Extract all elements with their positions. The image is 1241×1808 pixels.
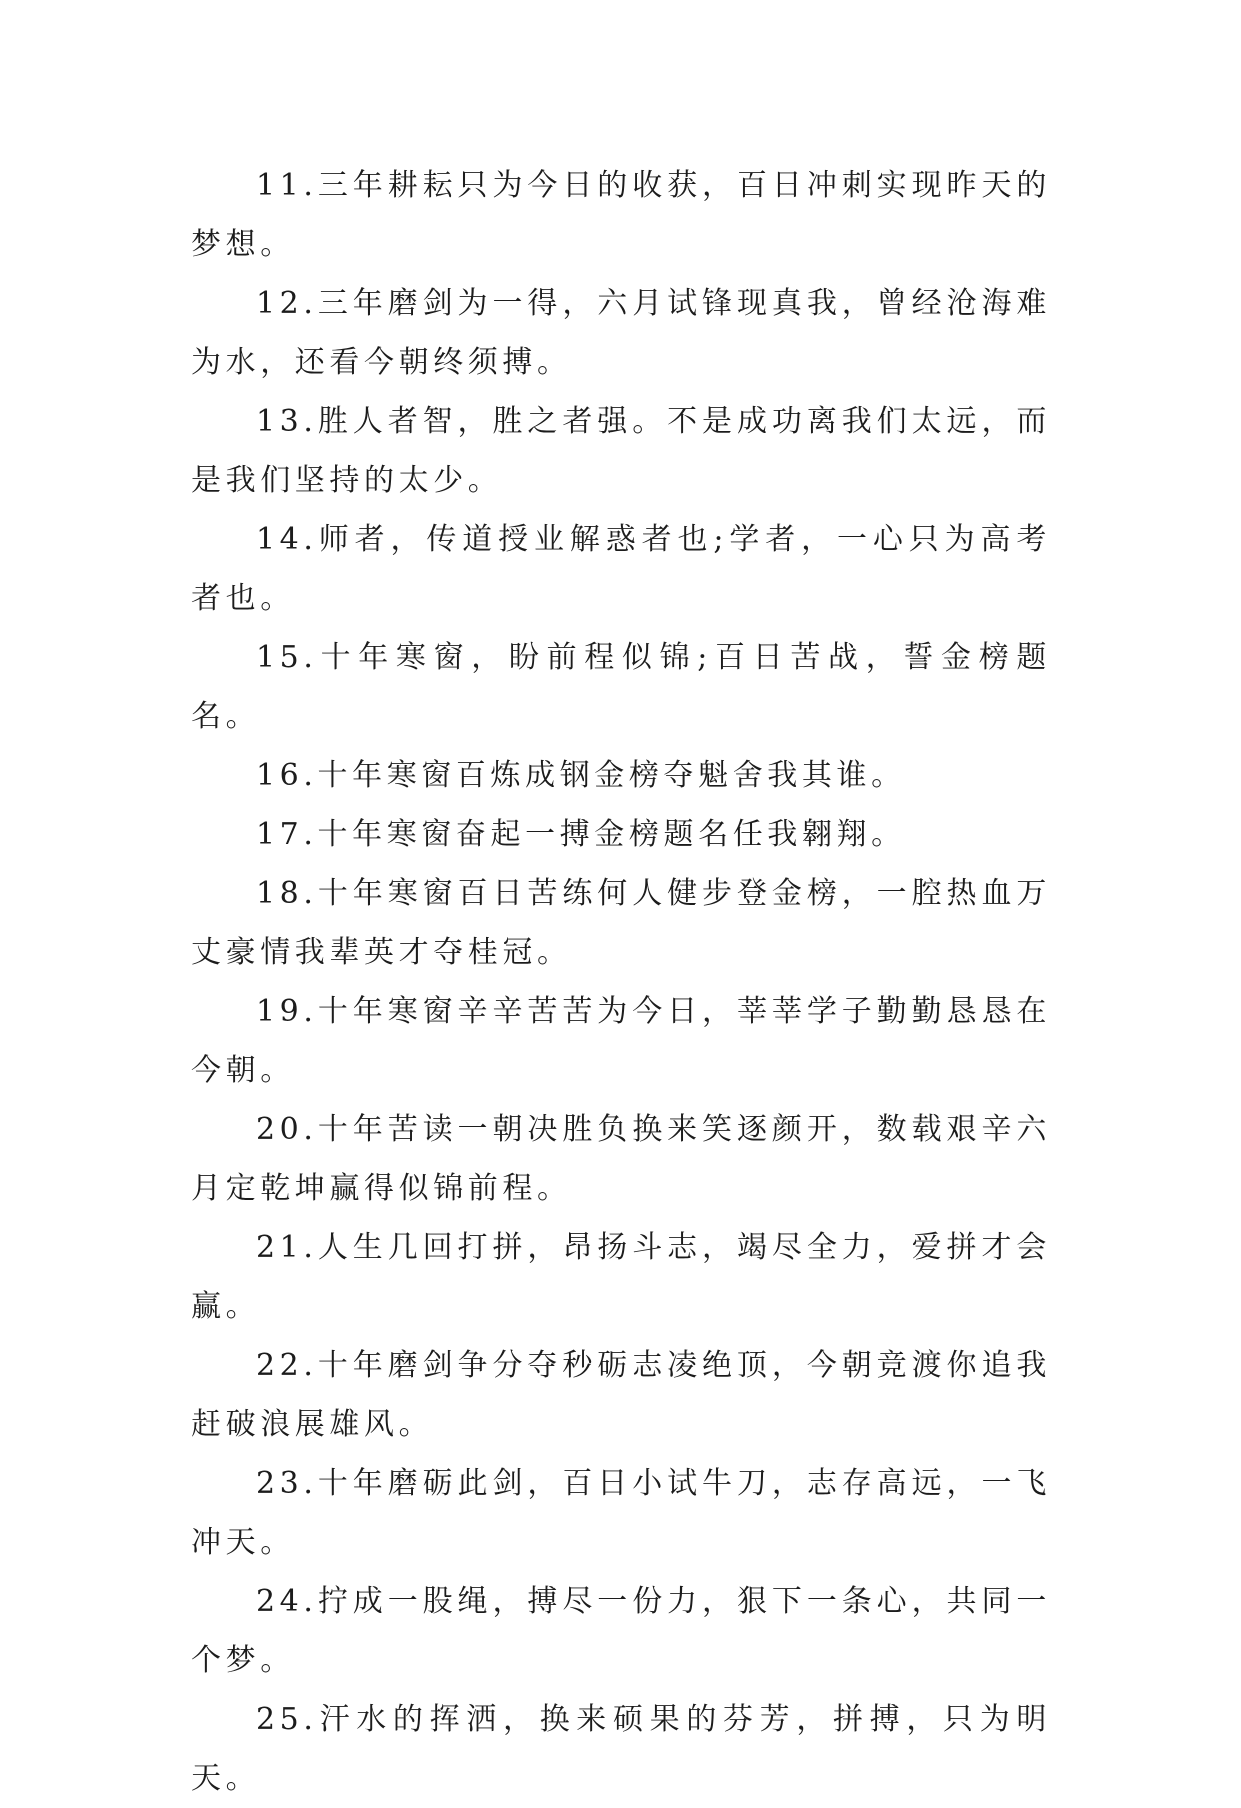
paragraph-22: 22.十年磨剑争分夺秒砺志凌绝顶，今朝竞渡你追我赶破浪展雄风。 (191, 1348, 1051, 1442)
paragraph-18: 18.十年寒窗百日苦练何人健步登金榜，一腔热血万丈豪情我辈英才夺桂冠。 (191, 876, 1051, 970)
paragraph-17: 17.十年寒窗奋起一搏金榜题名任我翱翔。 (256, 817, 906, 852)
document-body (191, 156, 1051, 1808)
paragraph-12: 12.三年磨剑为一得，六月试锋现真我，曾经沧海难为水，还看今朝终须搏。 (191, 286, 1051, 380)
paragraph-13: 13.胜人者智，胜之者强。不是成功离我们太远，而是我们坚持的太少。 (191, 404, 1051, 498)
paragraph-24: 24.拧成一股绳，搏尽一份力，狠下一条心，共同一个梦。 (191, 1584, 1051, 1678)
paragraph-11: 11.三年耕耘只为今日的收获，百日冲刺实现昨天的梦想。 (191, 168, 1051, 262)
paragraph-14: 14.师者，传道授业解惑者也;学者，一心只为高考者也。 (191, 522, 1051, 616)
paragraph-19: 19.十年寒窗辛辛苦苦为今日，莘莘学子勤勤恳恳在今朝。 (191, 994, 1051, 1088)
paragraph-25: 25.汗水的挥洒，换来硕果的芬芳，拼搏，只为明天。 (191, 1702, 1051, 1796)
paragraph-15: 15.十年寒窗，盼前程似锦;百日苦战，誓金榜题名。 (191, 640, 1051, 734)
paragraph-21: 21.人生几回打拼，昂扬斗志，竭尽全力，爱拼才会赢。 (191, 1230, 1051, 1324)
paragraph-16: 16.十年寒窗百炼成钢金榜夺魁舍我其谁。 (256, 758, 906, 793)
paragraph-23: 23.十年磨砺此剑，百日小试牛刀，志存高远，一飞冲天。 (191, 1466, 1051, 1560)
paragraph-20: 20.十年苦读一朝决胜负换来笑逐颜开，数载艰辛六月定乾坤赢得似锦前程。 (191, 1112, 1051, 1206)
